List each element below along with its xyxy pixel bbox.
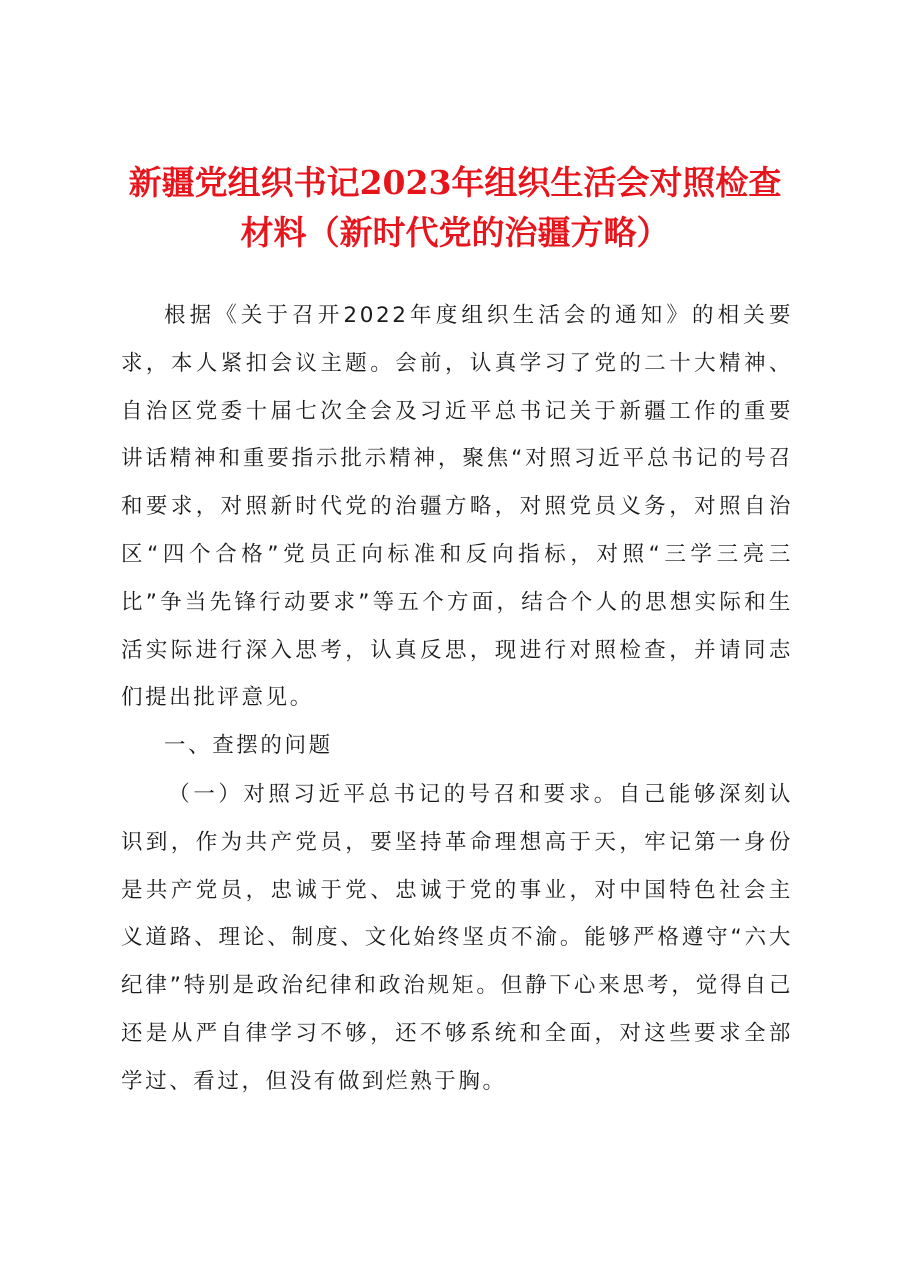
title-line-1: 新疆党组织书记2023年组织生活会对照检查 bbox=[128, 163, 782, 202]
subsection-paragraph: （一）对照习近平总书记的号召和要求。自己能够深刻认识到，作为共产党员，要坚持革命理想高于天，牢记第一身份是共产党员，忠诚于党、忠诚于党的事业，对中国特色社会主义道路、理论、制度、文化始终坚贞不渝。能够严格遵守“六大纪律”特别是政治纪律和政治规矩。但静下心来思考，觉得自己还是从严自律学习不够，还不够系统和全面，对这些要求全部学过、看过，但没有做到烂熟于胸。 bbox=[121, 782, 793, 1094]
document-title bbox=[110, 158, 800, 258]
intro-paragraph: 根据《关于召开2022年度组织生活会的通知》的相关要求，本人紧扣会议主题。会前，认真学习了党的二十大精神、自治区党委十届七次全会及习近平总书记关于新疆工作的重要讲话精神和重要指示批示精神，聚焦“对照习近平总书记的号召和要求，对照新时代党的治疆方略，对照党员义务，对照自治区“四个合格”党员正向标准和反向指标，对照“三学三亮三比”争当先锋行动要求”等五个方面，结合个人的思想实际和生活实际进行深入思考，认真反思，现进行对照检查，并请同志们提出批评意见。 bbox=[121, 303, 793, 711]
title-line-2: 材料（新时代党的治疆方略） bbox=[240, 213, 670, 252]
section-heading: 一、查摆的问题 bbox=[164, 733, 333, 758]
